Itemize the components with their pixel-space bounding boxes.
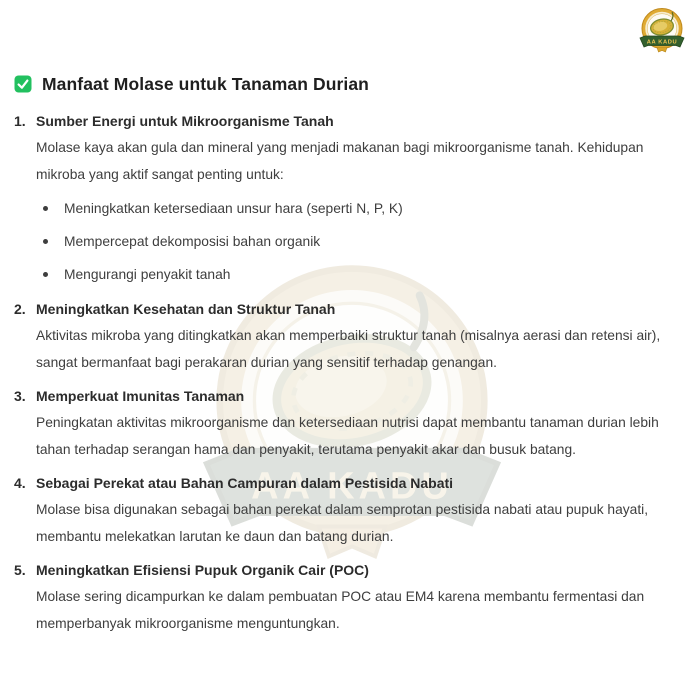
title-row — [14, 74, 676, 94]
section-heading — [14, 561, 676, 580]
list-item — [36, 201, 676, 216]
bullet-dot-icon — [43, 206, 48, 211]
section-heading — [14, 112, 676, 131]
section-body: Peningkatan aktivitas mikroorganisme dan ketersediaan nutrisi dapat membantu tanaman durian lebih tahan terhadap serangan hama dan penyakit, terutama penyakit akar dan busuk batang. — [36, 415, 659, 457]
section-number: 5. — [14, 562, 26, 578]
section-body: Molase kaya akan gula dan mineral yang menjadi makanan bagi mikroorganisme tanah. Kehidupan mikroba yang aktif sangat penting untuk: — [36, 140, 644, 182]
page-title: Manfaat Molase untuk Tanaman Durian — [42, 74, 369, 94]
section-heading-text: Meningkatkan Efisiensi Pupuk Organik Cair (POC) — [36, 562, 369, 578]
bullet-dot-icon — [43, 272, 48, 277]
section-4 — [14, 474, 676, 550]
section-body: Molase bisa digunakan sebagai bahan perekat dalam semprotan pestisida nabati atau pupuk hayati, membantu melekatkan larutan ke daun dan batang durian. — [36, 502, 649, 544]
section-number: 1. — [14, 113, 26, 129]
section-number: 3. — [14, 388, 26, 404]
section-3 — [14, 387, 676, 463]
section-heading-text: Memperkuat Imunitas Tanaman — [36, 388, 245, 404]
bullet-text: Meningkatkan ketersediaan unsur hara (seperti N, P, K) — [64, 201, 403, 216]
aakadu-logo — [633, 6, 691, 58]
bullet-text: Mempercepat dekomposisi bahan organik — [64, 234, 321, 249]
bullet-list — [36, 201, 676, 282]
section-1 — [14, 112, 676, 282]
section-heading-text: Meningkatkan Kesehatan dan Struktur Tanah — [36, 301, 336, 317]
list-item — [36, 267, 676, 282]
section-number: 4. — [14, 475, 26, 491]
section-heading-text: Sebagai Perekat atau Bahan Campuran dalam Pestisida Nabati — [36, 475, 454, 491]
section-number: 2. — [14, 301, 26, 317]
green-check-icon — [14, 75, 32, 93]
bullet-text: Mengurangi penyakit tanah — [64, 267, 231, 282]
list-item — [36, 234, 676, 249]
section-heading-text: Sumber Energi untuk Mikroorganisme Tanah — [36, 113, 334, 129]
section-5 — [14, 561, 676, 637]
section-body: Molase sering dicampurkan ke dalam pembuatan POC atau EM4 karena membantu fermentasi dan memperbanyak mikroorganisme menguntungkan. — [36, 589, 645, 631]
section-heading — [14, 474, 676, 493]
section-heading — [14, 300, 676, 319]
section-body: Aktivitas mikroba yang ditingkatkan akan memperbaiki struktur tanah (misalnya aerasi dan retensi air), sangat bermanfaat bagi perakaran durian yang sensitif terhadap genangan. — [36, 328, 661, 370]
section-heading — [14, 387, 676, 406]
section-2 — [14, 300, 676, 376]
document-content — [14, 74, 676, 648]
bullet-dot-icon — [43, 239, 48, 244]
